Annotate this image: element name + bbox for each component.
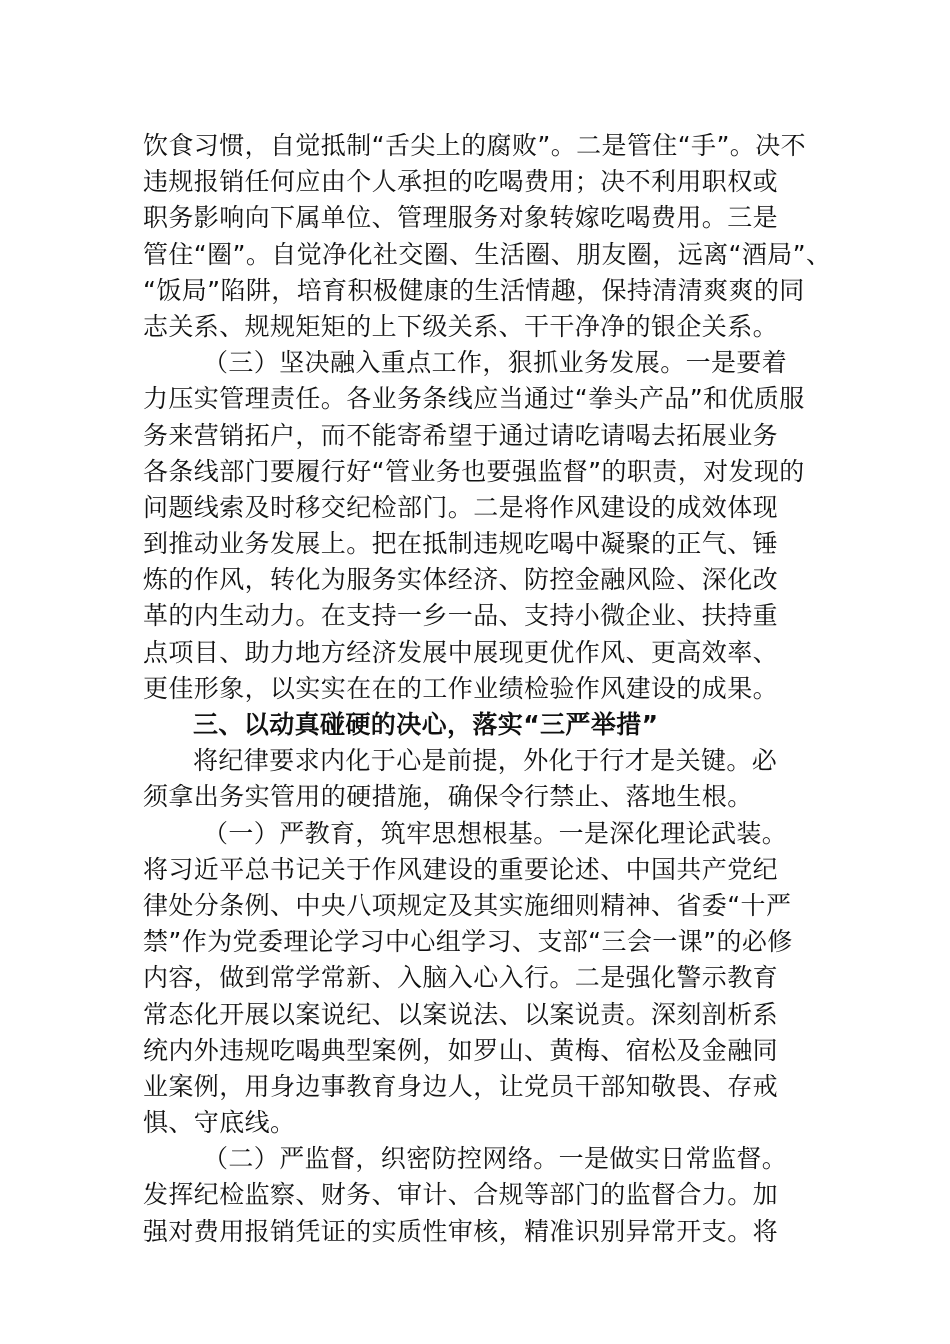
text-line: 点项目、助力地方经济发展中展现更优作风、更高效率、 [143,637,779,667]
text-line: 禁”作为党委理论学习中心组学习、支部“三会一课”的必修 [143,927,793,957]
text-line: 炼的作风，转化为服务实体经济、防控金融风险、深化改 [143,565,779,595]
text-line: 内容，做到常学常新、入脑入心入行。二是强化警示教育 [143,963,779,993]
text-line: 惧、守底线。 [143,1108,296,1138]
text-line: 违规报销任何应由个人承担的吃喝费用；决不利用职权或 [143,167,779,197]
text-line: 职务影响向下属单位、管理服务对象转嫁吃喝费用。三是 [143,203,779,233]
text-line: 饮食习惯，自觉抵制“舌尖上的腐败”。二是管住“手”。决不 [143,131,807,160]
paragraph-heading-3: （三）坚决融入重点工作，狠抓业务发展。一是要着 [203,348,788,378]
text-line: 强对费用报销凭证的实质性审核，精准识别异常开支。将 [143,1216,779,1246]
text-line: “饭局”陷阱，培育积极健康的生活情趣，保持清清爽爽的同 [143,275,805,305]
text-line: 务来营销拓户，而不能寄希望于通过请吃请喝去拓展业务 [143,420,779,450]
text-line: 常态化开展以案说纪、以案说法、以案说责。深刻剖析系 [143,999,779,1029]
paragraph-heading-1: （一）严教育，筑牢思想根基。一是深化理论武装。 [203,818,788,848]
text-line: 到推动业务发展上。把在抵制违规吃喝中凝聚的正气、锤 [143,529,779,559]
text-line: 发挥纪检监察、财务、审计、合规等部门的监督合力。加 [143,1180,779,1210]
text-line: 各条线部门要履行好“管业务也要强监督”的职责，对发现的 [143,456,805,486]
text-line: 革的内生动力。在支持一乡一品、支持小微企业、扶持重 [143,601,779,631]
text-line: 须拿出务实管用的硬措施，确保令行禁止、落地生根。 [143,782,753,812]
text-line: 统内外违规吃喝典型案例，如罗山、黄梅、宿松及金融同 [143,1035,779,1065]
text-line: 业案例，用身边事教育身边人，让党员干部知敬畏、存戒 [143,1071,779,1101]
paragraph-heading-2: （二）严监督，织密防控网络。一是做实日常监督。 [203,1144,788,1174]
text-line: 问题线索及时移交纪检部门。二是将作风建设的成效体现 [143,492,779,522]
text-line: 管住“圈”。自觉净化社交圈、生活圈、朋友圈，远离“酒局”、 [143,239,832,269]
text-line: 力压实管理责任。各业务条线应当通过“拳头产品”和优质服 [143,384,805,414]
text-line: 将习近平总书记关于作风建设的重要论述、中国共产党纪 [143,854,779,884]
text-line: 将纪律要求内化于心是前提，外化于行才是关键。必 [193,746,778,776]
text-line: 更佳形象，以实实在在的工作业绩检验作风建设的成果。 [143,673,779,703]
document-body [143,128,833,1250]
text-line: 律处分条例、中央八项规定及其实施细则精神、省委“十严 [143,890,792,920]
section-heading: 三、以动真碰硬的决心，落实“三严举措” [193,710,659,739]
text-line: 志关系、规规矩矩的上下级关系、干干净净的银企关系。 [143,311,779,341]
